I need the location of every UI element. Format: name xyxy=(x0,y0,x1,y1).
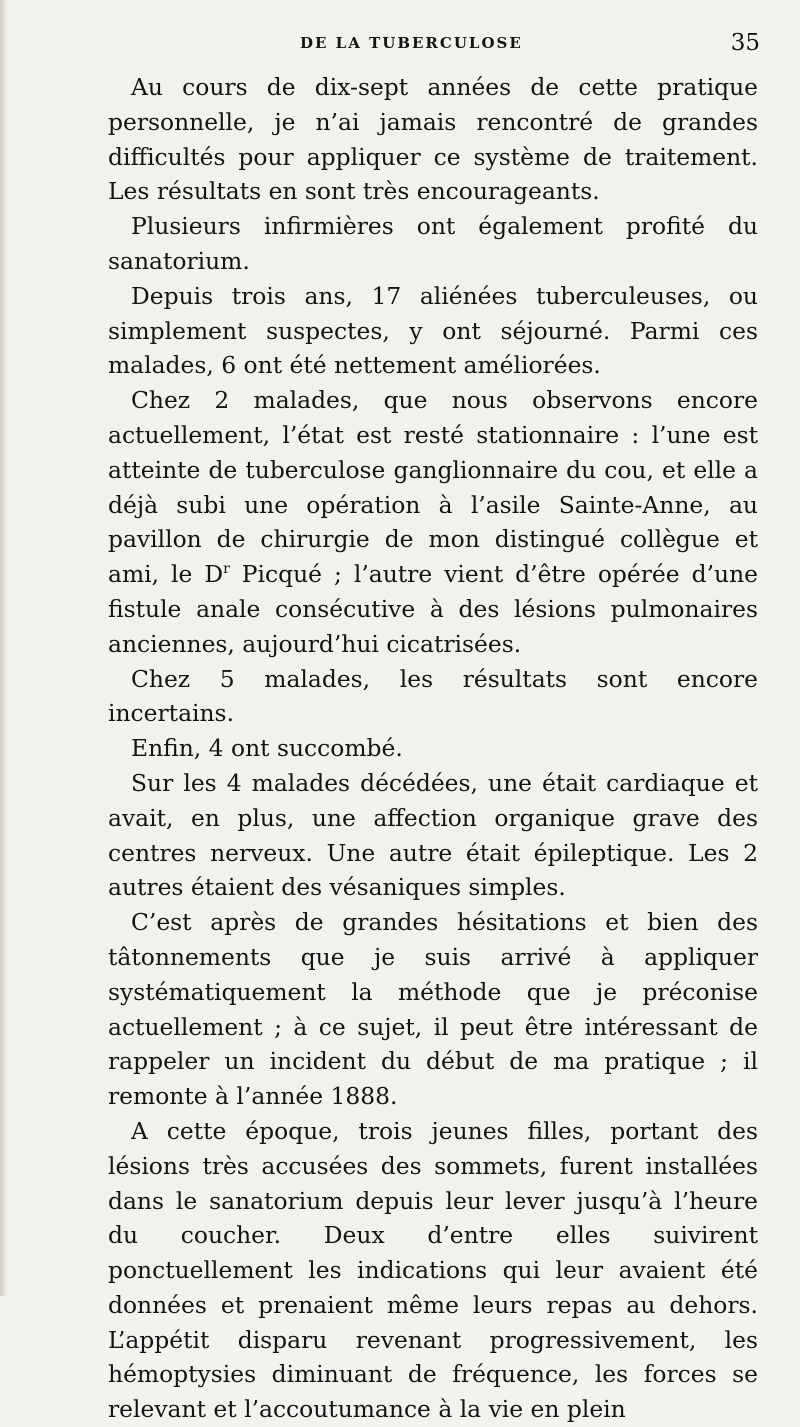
paragraph-3: Depuis trois ans, 17 aliénées tuberculeuses, ou simplement suspectes, y ont séjourné. Parmi ces malades, 6 ont été nettement améliorées. xyxy=(108,281,758,380)
paragraph-2: Plusieurs infirmières ont également profité du sanatorium. xyxy=(108,212,758,275)
doctor-abbreviation-superscript: r xyxy=(223,561,230,578)
page-gutter-shadow xyxy=(0,0,8,1296)
paragraph-4-text: Chez 2 malades, que nous observons encore actuellement, l’état est resté stationnaire : l’une est atteinte de tuberculose ganglionnaire du cou, et elle a déjà subi une opération à l’asile Sainte-Anne, au pavillon de chirurgie de mon distingué collègue et ami, le D xyxy=(108,386,758,589)
paragraph-1: Au cours de dix-sept années de cette pratique personnelle, je n’ai jamais rencontré de grandes difficultés pour appliquer ce système de traitement. Les résultats en sont très encourageants. xyxy=(108,73,758,206)
paragraph-9: A cette époque, trois jeunes filles, portant des lésions très accusées des sommets, furent installées dans le sanatorium depuis leur lever jusqu’à l’heure du coucher. Deux d’entre elles suivirent ponctuellement les indications qui leur avaient été données et prenaient même leurs repas au dehors. L’appétit disparu revenant progressivement, les hémoptysies diminuant de fréquence, les forces se relevant et l’accoutumance à la vie en plein xyxy=(108,1116,758,1424)
body-text xyxy=(108,70,758,1427)
paragraph-5: Chez 5 malades, les résultats sont encore incertains. xyxy=(108,664,758,728)
running-title: DE LA TUBERCULOSE xyxy=(300,34,523,52)
paragraph-4-continuation: Picqué ; l’autre vient d’être opérée d’une fistule anale consécutive à des lésions pulmonaires anciennes, aujourd’hui cicatrisées. xyxy=(108,560,758,658)
page-number: 35 xyxy=(730,30,760,56)
paragraph-7: Sur les 4 malades décédées, une était cardiaque et avait, en plus, une affection organique grave des centres nerveux. Une autre était épileptique. Les 2 autres étaient des vésaniques simples. xyxy=(108,768,758,902)
paragraph-6: Enfin, 4 ont succombé. xyxy=(131,734,403,763)
paragraph-4 xyxy=(108,383,758,661)
paragraph-8: C’est après de grandes hésitations et bien des tâtonnements que je suis arrivé à appliquer systématiquement la méthode que je préconise actuellement ; à ce sujet, il peut être intéressant de rappeler un incident du début de ma pratique ; il remonte à l’année 1888. xyxy=(108,908,758,1111)
